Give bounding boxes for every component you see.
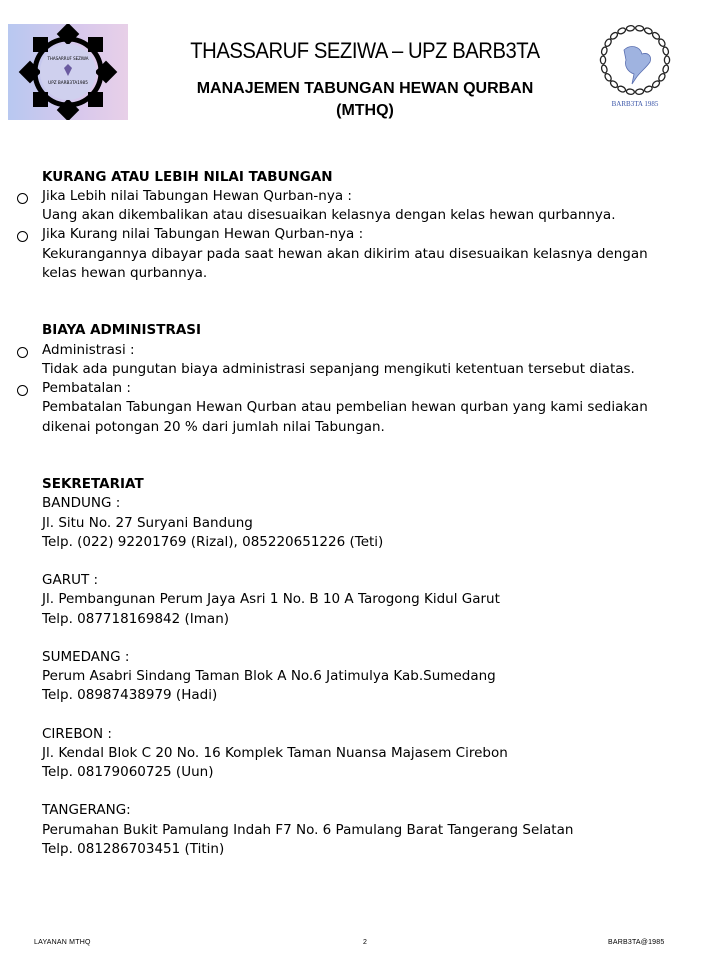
logo-left <box>8 24 128 120</box>
bullet-circle-icon <box>17 347 28 358</box>
office-city: GARUT : <box>42 572 99 588</box>
octagram-logo-icon <box>8 24 128 120</box>
bullet-circle-icon <box>17 231 28 242</box>
page-subtitle <box>130 78 600 122</box>
subtitle-line-1: MANAJEMEN TABUNGAN HEWAN QURBAN <box>196 80 534 97</box>
subtitle-line-2: (MTHQ) <box>336 102 394 119</box>
office-phone: Telp. 08179060725 (Uun) <box>42 764 214 780</box>
text-administrasi: Tidak ada pungutan biaya administrasi sepanjang mengikuti ketentuan tersebut diatas. <box>42 361 635 377</box>
logo-left-text-bottom: UPZ BARB3TA1985 <box>48 80 88 85</box>
office-city: CIREBON : <box>42 726 112 742</box>
section-heading-sekretariat: SEKRETARIAT <box>42 476 144 492</box>
dove-chain-logo-icon <box>596 20 674 120</box>
text-pembatalan-2: dikenai potongan 20 % dari jumlah nilai Tabungan. <box>42 419 385 435</box>
office-phone: Telp. 08987438979 (Hadi) <box>42 687 218 703</box>
office-city: SUMEDANG : <box>42 649 130 665</box>
text-lebih: Uang akan dikembalikan atau disesuaikan kelasnya dengan kelas hewan qurbannya. <box>42 207 616 223</box>
office-address: Jl. Situ No. 27 Suryani Bandung <box>42 515 253 531</box>
footer-left: LAYANAN MTHQ <box>34 939 91 946</box>
section-heading-tabungan: KURANG ATAU LEBIH NILAI TABUNGAN <box>42 169 333 185</box>
office-address: Perumahan Bukit Pamulang Indah F7 No. 6 Pamulang Barat Tangerang Selatan <box>42 822 574 838</box>
bullet-kurang: Jika Kurang nilai Tabungan Hewan Qurban-nya : <box>42 226 364 242</box>
office-phone: Telp. (022) 92201769 (Rizal), 085220651226 (Teti) <box>42 534 384 550</box>
logo-left-text-top: THASARRUF SEZIWA <box>47 56 89 61</box>
logo-right <box>596 20 674 120</box>
office-address: Jl. Pembangunan Perum Jaya Asri 1 No. B 10 A Tarogong Kidul Garut <box>42 591 500 607</box>
footer-right: BARB3TA@1985 <box>608 939 665 946</box>
bullet-lebih: Jika Lebih nilai Tabungan Hewan Qurban-nya : <box>42 188 352 204</box>
bullet-circle-icon <box>17 193 28 204</box>
text-kurang-2: kelas hewan qurbannya. <box>42 265 208 281</box>
page-title: THASSARUF SEZIWA – UPZ BARB3TA <box>190 38 540 63</box>
office-city: TANGERANG: <box>42 802 131 818</box>
logo-right-text: BARB3TA 1985 <box>611 100 659 108</box>
section-heading-administrasi: BIAYA ADMINISTRASI <box>42 322 202 338</box>
bullet-circle-icon <box>17 385 28 396</box>
office-phone: Telp. 081286703451 (Titin) <box>42 841 225 857</box>
text-kurang-1: Kekurangannya dibayar pada saat hewan akan dikirim atau disesuaikan kelasnya dengan <box>42 246 648 262</box>
office-phone: Telp. 087718169842 (Iman) <box>42 611 230 627</box>
text-pembatalan-1: Pembatalan Tabungan Hewan Qurban atau pembelian hewan qurban yang kami sediakan <box>42 399 648 415</box>
footer-page-number: 2 <box>363 939 368 946</box>
bullet-pembatalan: Pembatalan : <box>42 380 131 396</box>
office-city: BANDUNG : <box>42 495 121 511</box>
bullet-administrasi: Administrasi : <box>42 342 135 358</box>
office-address: Perum Asabri Sindang Taman Blok A No.6 Jatimulya Kab.Sumedang <box>42 668 496 684</box>
office-address: Jl. Kendal Blok C 20 No. 16 Komplek Taman Nuansa Majasem Cirebon <box>42 745 508 761</box>
